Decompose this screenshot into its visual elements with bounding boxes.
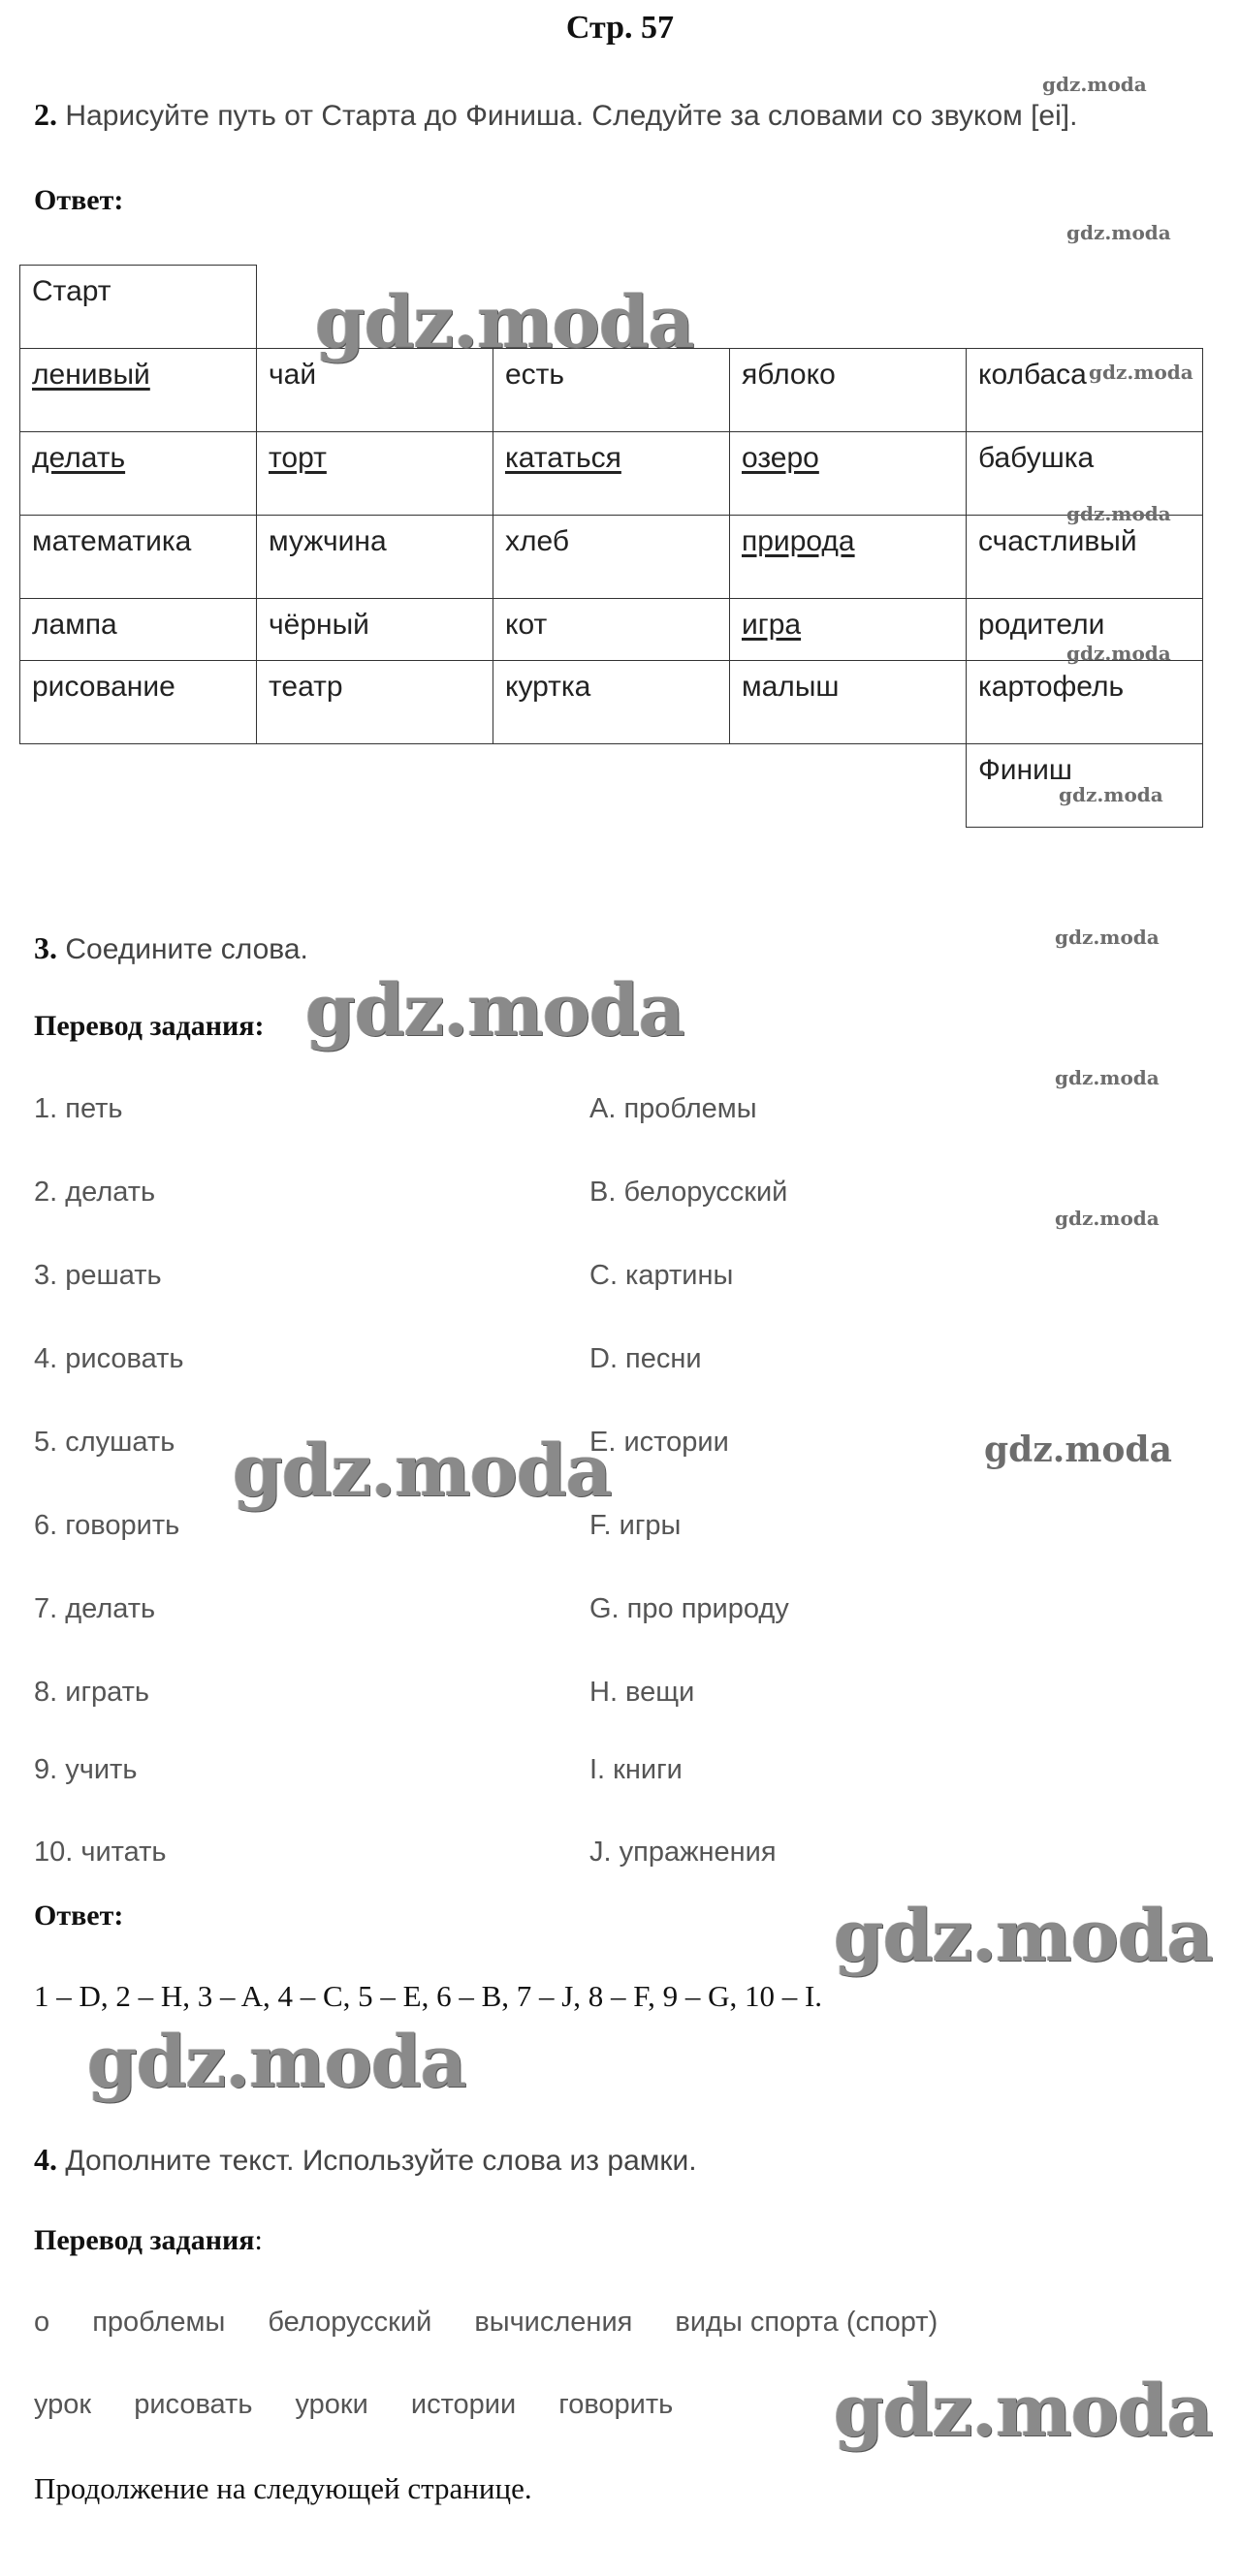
watermark: gdz.moda — [1055, 1207, 1160, 1230]
watermark: gdz.moda — [834, 2370, 1213, 2453]
list-item: 10. читать — [34, 1837, 167, 1868]
list-item: C. картины — [589, 1260, 734, 1291]
list-item: 7. делать — [34, 1593, 156, 1624]
table-row — [20, 432, 1203, 516]
list-item: 6. говорить — [34, 1510, 180, 1541]
start-cell: Старт — [20, 266, 257, 349]
list-item: 4. рисовать — [34, 1343, 184, 1374]
task3-answer: 1 – D, 2 – H, 3 – A, 4 – C, 5 – E, 6 – B, 7 – J, 8 – F, 9 – G, 10 – I. — [34, 1979, 823, 2013]
list-item: J. упражнения — [589, 1837, 777, 1868]
table-cell: природа — [730, 516, 967, 599]
continuation-note: Продолжение на следующей странице. — [34, 2471, 532, 2505]
list-item: 3. решать — [34, 1260, 162, 1291]
task2-answer-label: Ответ: — [34, 184, 124, 216]
table-cell: ленивый — [20, 349, 257, 432]
list-item: E. истории — [589, 1427, 729, 1458]
table-cell: игра — [730, 599, 967, 661]
task4-translation-heading: Перевод задания: — [34, 2224, 263, 2256]
table-cell: математика — [20, 516, 257, 599]
table-row — [20, 599, 1203, 661]
table-cell: делать — [20, 432, 257, 516]
list-item: B. белорусский — [589, 1177, 788, 1208]
table-cell: есть — [493, 349, 730, 432]
task2-text: Нарисуйте путь от Старта до Финиша. Следуйте за словами со звуком [ei]. — [65, 100, 1078, 132]
watermark: gdz.moda — [1055, 1066, 1160, 1089]
table-cell: чёрный — [257, 599, 493, 661]
table-cell: счастливый — [967, 516, 1203, 599]
table-cell: родители — [967, 599, 1203, 661]
table-cell: торт — [257, 432, 493, 516]
word-bank-item: говорить — [558, 2389, 674, 2420]
watermark: gdz.moda — [305, 969, 684, 1052]
list-item: 8. играть — [34, 1677, 150, 1708]
table-row — [20, 661, 1203, 744]
table-cell: бабушка — [967, 432, 1203, 516]
table-cell: куртка — [493, 661, 730, 744]
word-bank-item: виды спорта (спорт) — [675, 2307, 938, 2338]
watermark: gdz.moda — [1089, 361, 1193, 384]
watermark: gdz.moda — [834, 1895, 1213, 1978]
table-cell: кататься — [493, 432, 730, 516]
word-bank-item: вычисления — [474, 2307, 633, 2338]
task4-instruction — [34, 2142, 697, 2178]
watermark: gdz.moda — [1066, 642, 1171, 665]
list-item: 1. петь — [34, 1093, 123, 1124]
task3-translation-label: Перевод задания: — [34, 1010, 265, 1042]
watermark: gdz.moda — [87, 2021, 466, 2104]
word-bank-item: о — [34, 2307, 50, 2338]
list-item: 9. учить — [34, 1754, 138, 1785]
task4-number: 4. — [34, 2142, 57, 2177]
word-bank-item: белорусский — [268, 2307, 432, 2338]
task2-instruction — [34, 97, 1077, 133]
table-cell: малыш — [730, 661, 967, 744]
word-bank-row-2 — [34, 2389, 708, 2421]
table-cell: рисование — [20, 661, 257, 744]
table-cell: хлеб — [493, 516, 730, 599]
finish-cell: Финиш — [967, 744, 1203, 828]
table-cell: яблоко — [730, 349, 967, 432]
watermark: gdz.moda — [1059, 783, 1163, 806]
table-cell: чай — [257, 349, 493, 432]
watermark: gdz.moda — [984, 1429, 1172, 1470]
page-title: Стр. 57 — [565, 10, 675, 46]
watermark: gdz.moda — [1042, 73, 1147, 96]
table-cell: озеро — [730, 432, 967, 516]
table-cell: лампа — [20, 599, 257, 661]
table-cell: театр — [257, 661, 493, 744]
watermark: gdz.moda — [315, 281, 694, 364]
word-bank-item: рисовать — [134, 2389, 253, 2420]
watermark: gdz.moda — [1066, 502, 1171, 525]
watermark: gdz.moda — [1066, 221, 1171, 244]
list-item: D. песни — [589, 1343, 702, 1374]
list-item: H. вещи — [589, 1677, 695, 1708]
task3-answer-label: Ответ: — [34, 1900, 124, 1932]
table-row — [20, 516, 1203, 599]
list-item: 5. слушать — [34, 1427, 175, 1458]
table-cell: колбаса — [967, 349, 1203, 432]
word-bank-row-1 — [34, 2307, 972, 2339]
word-bank-item: уроки — [295, 2389, 368, 2420]
task2-number: 2. — [34, 97, 57, 132]
task3-number: 3. — [34, 930, 57, 965]
table-cell: мужчина — [257, 516, 493, 599]
word-bank-item: проблемы — [92, 2307, 226, 2338]
table-row — [20, 744, 1203, 828]
list-item: F. игры — [589, 1510, 682, 1541]
list-item: I. книги — [589, 1754, 683, 1785]
table-cell: кот — [493, 599, 730, 661]
task3-text: Соедините слова. — [65, 933, 308, 965]
word-bank-item: урок — [34, 2389, 92, 2420]
watermark: gdz.moda — [1055, 926, 1160, 949]
list-item: G. про природу — [589, 1593, 789, 1624]
task4-text: Дополните текст. Используйте слова из рамки. — [65, 2145, 697, 2177]
list-item: 2. делать — [34, 1177, 156, 1208]
list-item: A. проблемы — [589, 1093, 757, 1124]
task4-translation-label: Перевод задания — [34, 2224, 255, 2256]
task3-instruction — [34, 930, 308, 966]
table-cell: картофель — [967, 661, 1203, 744]
watermark: gdz.moda — [233, 1429, 612, 1513]
word-bank-item: истории — [410, 2389, 517, 2420]
